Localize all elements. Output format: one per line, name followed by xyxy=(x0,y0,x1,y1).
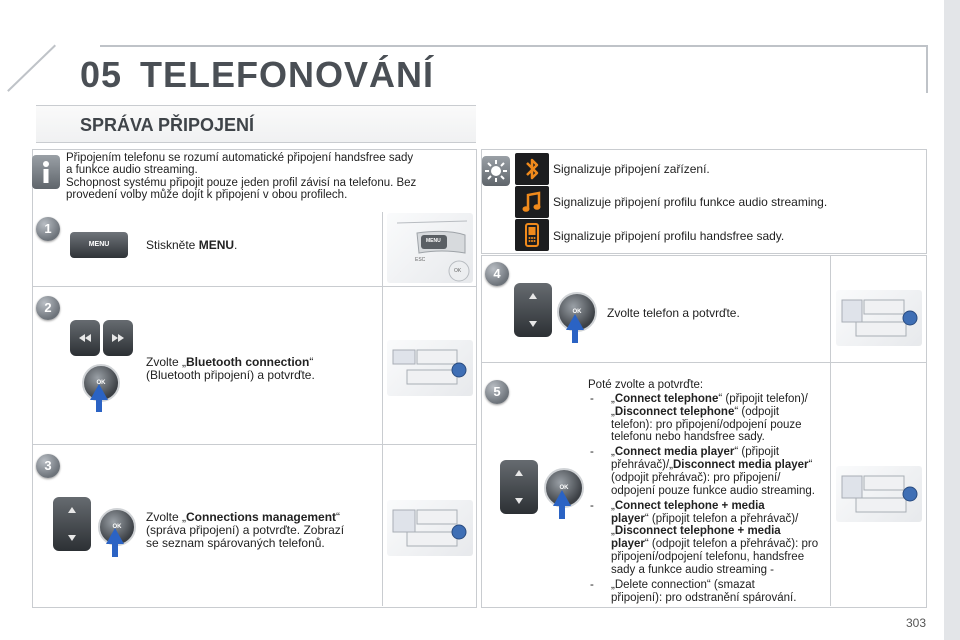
dashboard-buttons-thumbnail xyxy=(387,500,473,556)
info-icon xyxy=(32,155,60,189)
option2-line2: přehrávač)/„Disconnect media player“ xyxy=(611,459,813,471)
thumb-esc-label: ESC xyxy=(415,257,426,263)
divider xyxy=(32,444,476,445)
step-badge-1: 1 xyxy=(36,217,60,241)
forward-button-illustration xyxy=(103,320,133,356)
up-down-button-illustration xyxy=(53,497,91,551)
info-line: provedení volby může dojít k připojení v obou profilech. xyxy=(66,189,348,201)
option3-line3: „Disconnect telephone + media xyxy=(611,525,781,537)
step1-text: Stiskněte MENU. xyxy=(146,238,238,252)
divider xyxy=(382,212,383,606)
step5-intro: Poté zvolte a potvrďte: xyxy=(588,379,704,391)
dashboard-menu-thumbnail xyxy=(387,213,473,283)
press-arrow-icon xyxy=(553,490,571,506)
press-arrow-icon xyxy=(566,314,584,330)
legend-text-phone: Signalizuje připojení profilu handsfree sady. xyxy=(553,229,785,243)
option1-line4: telefonu nebo handsfree sady. xyxy=(611,431,765,443)
music-note-icon xyxy=(515,186,549,218)
menu-button-illustration: MENU xyxy=(70,232,128,258)
light-icon xyxy=(482,156,510,186)
option1-line1: „Connect telephone“ (připojit telefon)/ xyxy=(611,393,808,405)
step3-text-line2: (správa připojení) a potvrďte. Zobrazí xyxy=(146,523,345,537)
option3-line4: player“ (odpojit telefon a přehrávač): pro xyxy=(611,538,819,550)
option3-line2: player“ (připojit telefon a přehrávač)/ xyxy=(611,513,799,525)
bullet-dash: - xyxy=(590,500,594,512)
thumb-menu-label: MENU xyxy=(426,238,441,244)
step3-text-line3: se seznam spárovaných telefonů. xyxy=(146,536,325,550)
ok-knob-illustration: OK xyxy=(98,508,136,546)
divider xyxy=(830,256,831,606)
option3-line5: připojení/odpojení telefonu, handsfree xyxy=(611,551,805,563)
dashboard-buttons-thumbnail xyxy=(836,466,922,522)
up-down-button-illustration xyxy=(500,460,538,514)
bullet-dash: - xyxy=(590,393,594,405)
header-rule-diagonal xyxy=(7,45,56,92)
header-rule xyxy=(100,45,928,47)
option3-line6: sady a funkce audio streaming - xyxy=(611,564,775,576)
divider xyxy=(32,286,476,287)
chapter-title: TELEFONOVÁNÍ xyxy=(140,54,435,95)
option2-line1: „Connect media player“ (připojit xyxy=(611,446,780,458)
option1-line3: telefon): pro připojení/odpojení pouze xyxy=(611,419,802,431)
page-number: 303 xyxy=(906,616,927,630)
option4-line2: připojení): pro odstranění spárování. xyxy=(611,592,797,604)
legend-text-bluetooth: Signalizuje připojení zařízení. xyxy=(553,162,710,176)
phone-icon xyxy=(515,219,549,251)
press-arrow-icon xyxy=(106,528,124,544)
ok-knob-illustration: OK xyxy=(82,364,120,402)
option3-line1: „Connect telephone + media xyxy=(611,500,765,512)
dashboard-buttons-thumbnail xyxy=(387,340,473,396)
bluetooth-icon xyxy=(515,153,549,185)
step-badge-5: 5 xyxy=(485,380,509,404)
step-badge-3: 3 xyxy=(36,454,60,478)
option4-line1: „Delete connection“ (smazat xyxy=(611,579,755,591)
divider xyxy=(481,362,926,363)
chapter-number: 05 xyxy=(80,54,123,95)
page-edge-bar xyxy=(944,0,960,640)
section-title: SPRÁVA PŘIPOJENÍ xyxy=(80,115,255,135)
ok-knob-illustration: OK xyxy=(557,292,597,332)
legend-text-audio: Signalizuje připojení profilu funkce audio streaming. xyxy=(553,195,828,209)
info-line: Připojením telefonu se rozumí automatické připojení handsfree sady xyxy=(66,152,414,164)
info-line: a funkce audio streaming. xyxy=(66,164,198,176)
ok-knob-illustration: OK xyxy=(544,468,584,508)
bullet-dash: - xyxy=(590,579,594,591)
step2-text-line2: (Bluetooth připojení) a potvrďte. xyxy=(146,368,315,382)
rewind-button-illustration xyxy=(70,320,100,356)
step-badge-2: 2 xyxy=(36,296,60,320)
dashboard-buttons-thumbnail xyxy=(836,290,922,346)
press-arrow-icon xyxy=(90,384,108,400)
option1-line2: „Disconnect telephone“ (odpojit xyxy=(611,406,780,418)
option2-line3: (odpojit přehrávač): pro připojení/ xyxy=(611,472,781,484)
step4-text: Zvolte telefon a potvrďte. xyxy=(607,306,740,320)
bullet-dash: - xyxy=(590,446,594,458)
header-rule-end xyxy=(926,45,928,93)
info-line: Schopnost systému připojit pouze jeden profil závisí na telefonu. Bez xyxy=(66,177,417,189)
thumb-ok-label: OK xyxy=(454,268,462,274)
up-down-button-illustration xyxy=(514,283,552,337)
step-badge-4: 4 xyxy=(485,262,509,286)
step3-text: Zvolte „Connections management“ xyxy=(146,510,341,524)
step2-text: Zvolte „Bluetooth connection“ xyxy=(146,355,314,369)
option2-line4: odpojení pouze funkce audio streaming. xyxy=(611,485,815,497)
